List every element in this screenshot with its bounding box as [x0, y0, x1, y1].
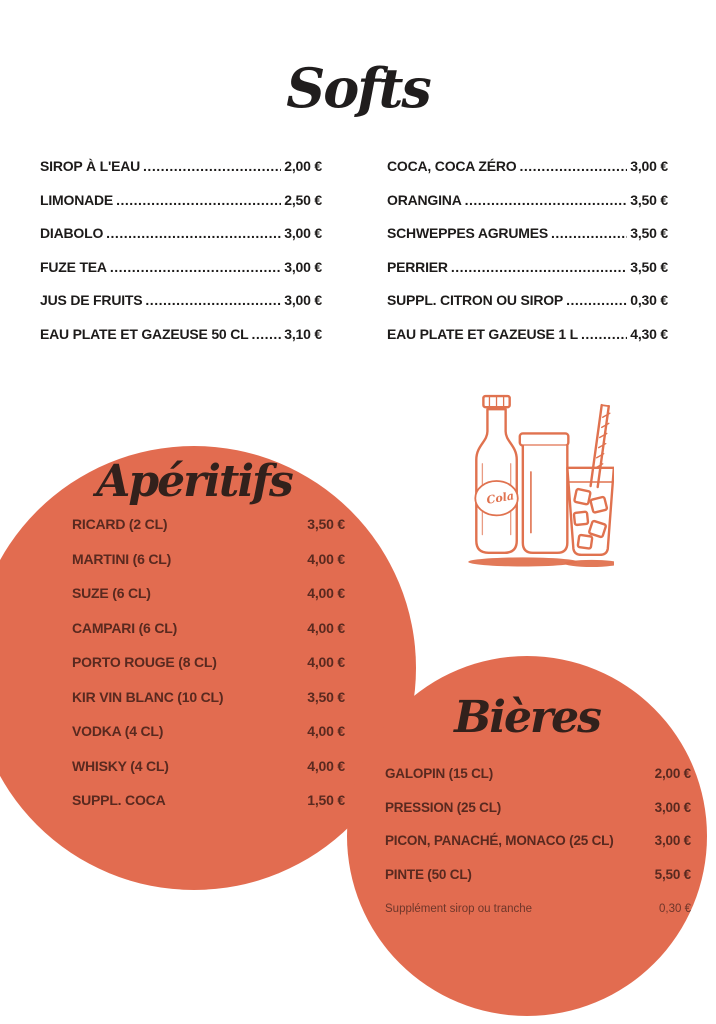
soda-bottle-jar-glass-icon: [462, 393, 614, 570]
item-price: 4,00 €: [307, 550, 345, 567]
menu-item-row: [72, 792, 345, 812]
item-price: 3,50 €: [307, 688, 345, 705]
item-label: VODKA (4 CL): [72, 723, 164, 739]
menu-item-row: [72, 689, 345, 709]
softs-section-title: Softs: [286, 56, 430, 120]
item-label: PORTO ROUGE (8 CL): [72, 654, 217, 670]
item-label: SUPPL. CITRON OU SIROP: [387, 292, 564, 308]
item-price: 4,00 €: [307, 757, 345, 774]
item-price: 4,00 €: [307, 723, 345, 739]
menu-item-row: [387, 292, 668, 312]
item-label: EAU PLATE ET GAZEUSE 50 CL: [40, 325, 249, 342]
item-price: 3,10 €: [284, 325, 322, 342]
item-price: 3,50 €: [630, 191, 668, 208]
dotted-leader: [116, 192, 281, 208]
item-label: CAMPARI (6 CL): [72, 619, 178, 636]
dotted-leader: [143, 158, 281, 174]
item-price: 5,50 €: [654, 866, 691, 882]
dotted-leader: [465, 192, 628, 208]
item-label: SUZE (6 CL): [72, 585, 151, 601]
note-price: 0,30 €: [659, 903, 691, 915]
item-label: MARTINI (6 CL): [72, 550, 172, 567]
item-price: 3,50 €: [630, 258, 668, 275]
item-price: 3,00 €: [630, 158, 668, 174]
menu-item-row: [387, 192, 668, 212]
dotted-leader: [581, 326, 627, 342]
item-price: 3,00 €: [654, 799, 691, 815]
dotted-leader: [145, 292, 281, 308]
dotted-leader: [110, 259, 281, 275]
menu-item-row: [40, 158, 322, 178]
menu-item-row: [40, 259, 322, 279]
item-price: 0,30 €: [630, 292, 668, 308]
item-price: 4,00 €: [307, 619, 345, 636]
menu-item-row: [40, 225, 322, 245]
item-label: ORANGINA: [387, 191, 462, 208]
menu-item-row: [387, 259, 668, 279]
item-label: EAU PLATE ET GAZEUSE 1 L: [387, 325, 578, 342]
item-price: 2,50 €: [284, 191, 322, 208]
menu-item-row: [385, 867, 691, 887]
item-price: 4,00 €: [307, 585, 345, 601]
menu-item-row: [72, 723, 345, 743]
bieres-title: Bières: [454, 692, 600, 743]
item-label: SIROP À L'EAU: [40, 158, 141, 174]
dotted-leader: [251, 326, 281, 342]
item-label: GALOPIN (15 CL): [385, 766, 494, 781]
item-price: 3,00 €: [284, 225, 322, 241]
item-price: 3,00 €: [284, 292, 322, 308]
item-label: PERRIER: [387, 258, 448, 275]
aperitifs-list: [72, 516, 345, 827]
dotted-leader: [519, 158, 627, 174]
menu-item-row: [72, 516, 345, 536]
bieres-list: [385, 766, 691, 900]
menu-item-row: [40, 192, 322, 212]
note-label: Supplément sirop ou tranche: [385, 903, 533, 915]
item-label: JUS DE FRUITS: [40, 292, 143, 308]
item-label: SCHWEPPES AGRUMES: [387, 225, 548, 241]
menu-item-row: [385, 766, 691, 786]
softs-left-column: [40, 158, 322, 359]
item-label: DIABOLO: [40, 225, 104, 241]
item-label: COCA, COCA ZÉRO: [387, 158, 517, 174]
item-label: KIR VIN BLANC (10 CL): [72, 688, 224, 705]
menu-item-row: [40, 292, 322, 312]
dotted-leader: [106, 225, 281, 241]
softs-right-column: [387, 158, 668, 359]
aperitifs-title: Apéritifs: [96, 456, 292, 507]
item-price: 1,50 €: [307, 792, 345, 808]
bieres-circle: [347, 656, 707, 1016]
menu-item-row: [72, 758, 345, 778]
item-label: PINTE (50 CL): [385, 866, 472, 882]
item-price: 3,00 €: [284, 258, 322, 275]
menu-item-row: [387, 158, 668, 178]
item-label: SUPPL. COCA: [72, 792, 166, 808]
item-price: 3,50 €: [630, 225, 668, 241]
item-label: WHISKY (4 CL): [72, 757, 169, 774]
dotted-leader: [566, 292, 627, 308]
menu-item-row: [387, 225, 668, 245]
item-price: 4,30 €: [630, 325, 668, 342]
menu-item-row: [72, 654, 345, 674]
menu-item-row: [385, 800, 691, 820]
item-price: 2,00 €: [654, 766, 691, 781]
menu-item-row: [387, 326, 668, 346]
menu-item-row: [72, 585, 345, 605]
dotted-leader: [451, 259, 627, 275]
svg-text:Cola: Cola: [485, 489, 516, 507]
dotted-leader: [551, 225, 627, 241]
item-label: PRESSION (25 CL): [385, 799, 502, 815]
menu-item-row: [72, 620, 345, 640]
item-label: RICARD (2 CL): [72, 516, 168, 532]
menu-item-row: [385, 833, 691, 853]
item-price: 2,00 €: [284, 158, 322, 174]
menu-item-row: [40, 326, 322, 346]
supplement-note-row: [385, 903, 691, 915]
item-label: PICON, PANACHÉ, MONACO (25 CL): [385, 833, 614, 848]
item-label: LIMONADE: [40, 191, 114, 208]
item-price: 4,00 €: [307, 654, 345, 670]
item-price: 3,00 €: [654, 833, 691, 848]
item-price: 3,50 €: [307, 516, 345, 532]
menu-item-row: [72, 551, 345, 571]
item-label: FUZE TEA: [40, 258, 107, 275]
